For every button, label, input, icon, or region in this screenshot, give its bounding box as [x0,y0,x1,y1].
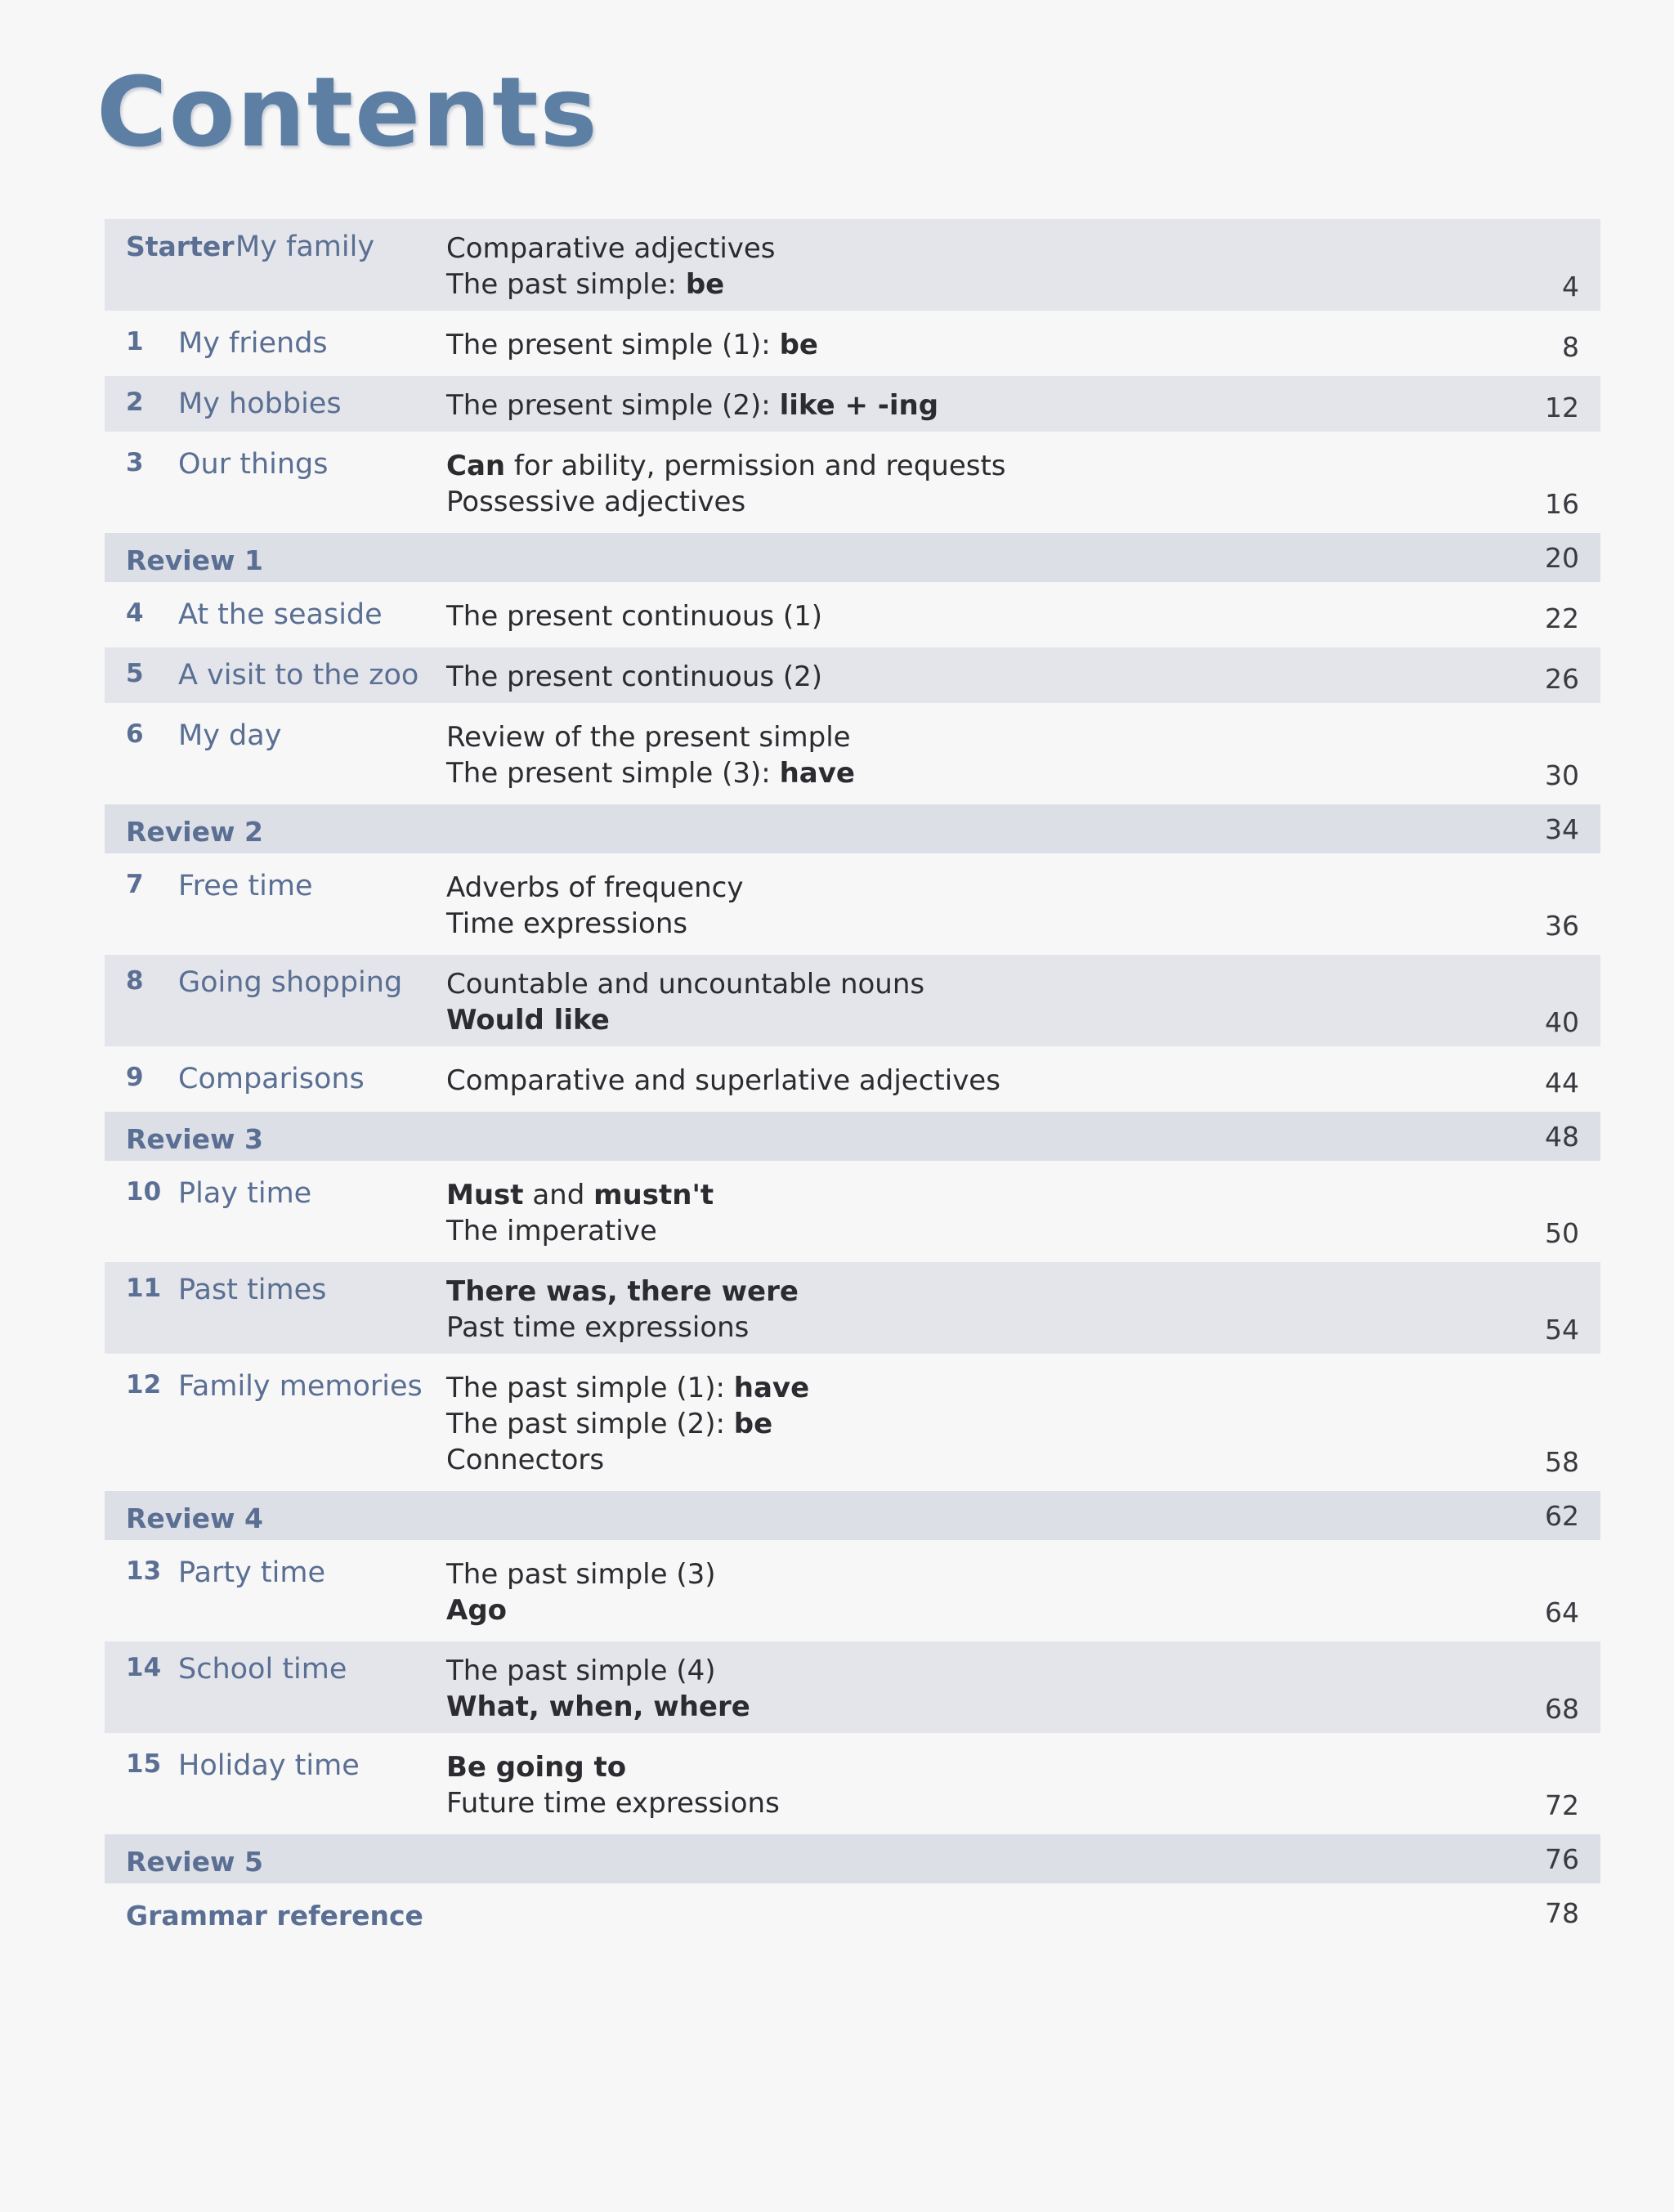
content-bold: Can [446,450,506,482]
unit-content [446,1370,1600,1478]
toc-row-review-5[interactable] [105,1834,1600,1883]
unit-number: 6 [126,719,144,749]
unit-title: Comparisons [178,1063,365,1095]
content-text: and [523,1179,594,1211]
toc-row-unit-2[interactable] [105,376,1600,432]
page-number: 48 [1545,1121,1579,1153]
page-number: 54 [1545,1314,1579,1346]
page-number: 78 [1545,1897,1579,1929]
unit-number: 5 [126,659,144,688]
content-line: The present continuous (1) [446,600,823,633]
unit-title: Going shopping [178,966,403,999]
unit-title: Holiday time [178,1749,360,1782]
unit-content [446,1653,1600,1725]
unit-number: 13 [126,1556,162,1586]
unit-number: 3 [126,448,144,477]
unit-number: 14 [126,1653,162,1682]
toc-row-unit-3[interactable] [105,437,1600,528]
toc-row-review-2[interactable] [105,804,1600,853]
content-bold: have [779,757,855,790]
review-label: Review 2 [126,816,263,848]
unit-content [446,1177,1600,1249]
content-text: The past simple (1): [446,1372,734,1404]
toc-row-unit-11[interactable] [105,1262,1600,1354]
toc-row-unit-1[interactable] [105,316,1600,371]
content-line: The present continuous (2) [446,660,823,693]
content-line [446,1177,1600,1213]
unit-number: 11 [126,1274,162,1303]
unit-content [446,719,1600,791]
unit-content [446,659,1600,695]
unit-title: School time [178,1653,347,1686]
page-number: 40 [1545,1006,1579,1038]
review-label: Review 1 [126,544,263,576]
content-line: The past simple (4) [446,1655,716,1687]
content-line: Countable and uncountable nouns [446,968,925,1001]
content-line: What, when, where [446,1690,750,1723]
toc-row-unit-6[interactable] [105,708,1600,799]
unit-content [446,870,1600,942]
content-line: Comparative adjectives [446,232,776,265]
page-number: 34 [1545,813,1579,845]
page-number: 50 [1545,1217,1579,1249]
unit-title: Play time [178,1177,312,1210]
unit-title: Past times [178,1274,327,1306]
unit-title: Party time [178,1556,326,1589]
page-number: 44 [1545,1067,1579,1099]
unit-title: A visit to the zoo [178,659,419,692]
content-line [446,327,1600,363]
content-line [446,387,1600,423]
content-line: The imperative [446,1215,657,1247]
content-line: Connectors [446,1444,605,1476]
content-text: for ability, permission and requests [505,450,1006,482]
content-line: The past simple (3) [446,1558,716,1591]
unit-title: Family memories [178,1370,423,1403]
unit-content [446,448,1600,520]
unit-title: At the seaside [178,598,383,631]
grammar-reference-label: Grammar reference [126,1900,423,1932]
unit-number: 15 [126,1749,162,1779]
page-number: 36 [1545,910,1579,942]
content-bold: like + -ing [779,389,939,422]
unit-number: 9 [126,1063,144,1092]
content-line: Time expressions [446,907,688,940]
toc-row-unit-14[interactable] [105,1641,1600,1733]
unit-number: 2 [126,387,144,417]
content-line: Future time expressions [446,1787,780,1820]
page-number: 62 [1545,1500,1579,1532]
page-title: Contents [96,56,599,168]
content-text: The past simple (2): [446,1408,734,1440]
toc-row-unit-9[interactable] [105,1051,1600,1107]
toc-row-unit-5[interactable] [105,647,1600,703]
unit-title: Free time [178,870,313,902]
content-line [446,1406,1600,1442]
content-text: The present simple (2): [446,389,780,422]
review-label: Review 5 [126,1846,263,1878]
content-line: Review of the present simple [446,721,851,754]
review-label: Review 3 [126,1123,263,1155]
unit-title: My family [235,231,375,263]
content-line [446,448,1600,484]
toc-row-unit-10[interactable] [105,1166,1600,1257]
unit-number: 1 [126,327,144,356]
unit-title: Our things [178,448,329,481]
toc-row-unit-15[interactable] [105,1738,1600,1829]
unit-content [446,1556,1600,1628]
page-number: 26 [1545,663,1579,695]
content-bold: be [779,329,818,361]
content-bold: mustn't [593,1179,714,1211]
unit-content [446,966,1600,1038]
toc-row-unit-12[interactable] [105,1359,1600,1486]
toc-row-grammar-reference[interactable] [105,1888,1600,1937]
unit-content [446,387,1600,423]
toc-row-starter[interactable] [105,219,1600,311]
unit-content [446,1063,1600,1099]
toc-row-unit-8[interactable] [105,955,1600,1046]
page-number: 8 [1562,331,1579,363]
unit-number: 4 [126,598,144,628]
content-text: The past simple: [446,268,686,301]
content-bold: Must [446,1179,524,1211]
page-number: 22 [1545,602,1579,634]
review-label: Review 4 [126,1502,263,1534]
unit-content [446,327,1600,363]
content-line: Comparative and superlative adjectives [446,1064,1000,1097]
unit-content [446,1749,1600,1821]
toc-row-unit-4[interactable] [105,587,1600,643]
content-line: There was, there were [446,1275,799,1308]
content-line: Possessive adjectives [446,486,746,518]
page-number: 58 [1545,1446,1579,1478]
page-number: 64 [1545,1596,1579,1628]
toc-row-unit-7[interactable] [105,858,1600,950]
unit-content [446,598,1600,634]
content-line: Would like [446,1004,610,1037]
content-text: The present simple (1): [446,329,780,361]
unit-number: 10 [126,1177,162,1207]
content-line [446,266,1600,302]
page-number: 12 [1545,392,1579,423]
toc-row-review-1[interactable] [105,533,1600,582]
unit-title: My friends [178,327,328,360]
page-number: 76 [1545,1843,1579,1875]
content-line: Be going to [446,1751,627,1784]
content-line [446,755,1600,791]
toc-row-review-4[interactable] [105,1491,1600,1540]
toc-row-review-3[interactable] [105,1112,1600,1161]
content-text: The present simple (3): [446,757,780,790]
page-number: 20 [1545,542,1579,574]
unit-number: 8 [126,966,144,996]
content-line: Adverbs of frequency [446,871,744,904]
toc-row-unit-13[interactable] [105,1545,1600,1637]
page-number: 4 [1562,271,1579,302]
content-line: Past time expressions [446,1311,750,1344]
content-bold: be [685,268,725,301]
page-number: 68 [1545,1693,1579,1725]
unit-title: My day [178,719,282,752]
unit-content [446,1274,1600,1346]
unit-number: 12 [126,1370,162,1399]
page-number: 16 [1545,488,1579,520]
page-number: 30 [1545,759,1579,791]
contents-table [105,219,1600,1942]
page-number: 72 [1545,1789,1579,1821]
starter-label: Starter [126,231,235,262]
unit-content [446,231,1600,302]
content-line: Ago [446,1594,508,1627]
content-bold: be [733,1408,773,1440]
unit-number: 7 [126,870,144,899]
content-line [446,1370,1600,1406]
content-bold: have [733,1372,810,1404]
unit-title: My hobbies [178,387,342,420]
